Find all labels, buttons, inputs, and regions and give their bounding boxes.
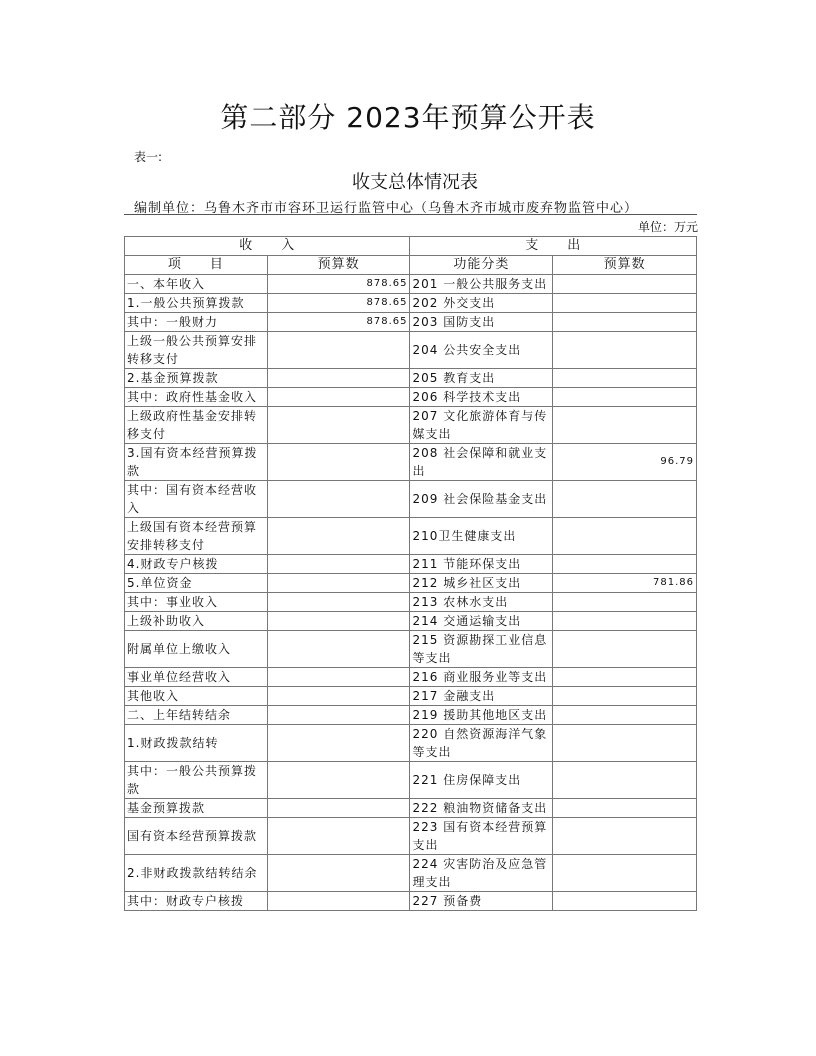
- row-amount2: [553, 275, 697, 294]
- table-row: [125, 481, 697, 518]
- row-function: 227 预备费: [410, 892, 553, 911]
- table-row: [125, 818, 697, 855]
- row-item: 其中：政府性基金收入: [125, 388, 268, 407]
- row-function: 205 教育支出: [410, 369, 553, 388]
- row-item: 2.非财政拨款结转结余: [125, 855, 268, 892]
- row-function: 201 一般公共服务支出: [410, 275, 553, 294]
- row-function: 207 文化旅游体育与传媒支出: [410, 407, 553, 444]
- row-function: 211 节能环保支出: [410, 555, 553, 574]
- row-item: 其中：国有资本经营收入: [125, 481, 268, 518]
- row-amount2: [553, 555, 697, 574]
- row-function: 204 公共安全支出: [410, 332, 553, 369]
- row-item: 一、本年收入: [125, 275, 268, 294]
- row-function: 203 国防支出: [410, 313, 553, 332]
- table-column-header: [125, 256, 697, 275]
- table-row: [125, 631, 697, 668]
- row-amount2: 781.86: [553, 574, 697, 593]
- row-amount2: [553, 725, 697, 762]
- row-amount: [267, 762, 410, 799]
- row-amount: [267, 444, 410, 481]
- row-amount: [267, 668, 410, 687]
- row-item: 二、上年结转结余: [125, 706, 268, 725]
- row-amount2: [553, 631, 697, 668]
- row-amount2: [553, 892, 697, 911]
- row-function: 221 住房保障支出: [410, 762, 553, 799]
- row-item: 3.国有资本经营预算拨款: [125, 444, 268, 481]
- row-amount2: [553, 668, 697, 687]
- table-row: [125, 294, 697, 313]
- row-amount2: [553, 332, 697, 369]
- table-row: [125, 444, 697, 481]
- row-amount: [267, 518, 410, 555]
- row-item: 事业单位经营收入: [125, 668, 268, 687]
- row-item: 上级政府性基金安排转移支付: [125, 407, 268, 444]
- table-row: [125, 369, 697, 388]
- row-item: 2.基金预算拨款: [125, 369, 268, 388]
- row-amount: [267, 725, 410, 762]
- row-amount2: [553, 687, 697, 706]
- row-function: 206 科学技术支出: [410, 388, 553, 407]
- row-item: 5.单位资金: [125, 574, 268, 593]
- row-amount: 878.65: [267, 275, 410, 294]
- col-item-header: 项 目: [125, 256, 268, 275]
- table-row: [125, 892, 697, 911]
- row-item: 附属单位上缴收入: [125, 631, 268, 668]
- row-amount: [267, 799, 410, 818]
- row-function: 217 金融支出: [410, 687, 553, 706]
- table-row: [125, 275, 697, 294]
- col-budget-header: 预算数: [267, 256, 410, 275]
- row-amount: [267, 407, 410, 444]
- row-item: 1.一般公共预算拨款: [125, 294, 268, 313]
- row-amount: [267, 388, 410, 407]
- table-title: 收支总体情况表: [352, 172, 478, 193]
- table-row: [125, 313, 697, 332]
- table-row: [125, 706, 697, 725]
- table-row: [125, 612, 697, 631]
- row-amount: [267, 706, 410, 725]
- income-header: 收 入: [125, 237, 410, 256]
- row-amount: [267, 818, 410, 855]
- row-item: 1.财政拨款结转: [125, 725, 268, 762]
- row-amount: [267, 687, 410, 706]
- table-row: [125, 593, 697, 612]
- row-item: 其中：一般公共预算拨款: [125, 762, 268, 799]
- org-underline: [124, 214, 697, 215]
- row-function: 209 社会保险基金支出: [410, 481, 553, 518]
- row-amount: 878.65: [267, 294, 410, 313]
- table-row: [125, 332, 697, 369]
- row-amount2: 96.79: [553, 444, 697, 481]
- row-amount: [267, 892, 410, 911]
- row-function: 219 援助其他地区支出: [410, 706, 553, 725]
- row-amount2: [553, 407, 697, 444]
- row-item: 其他收入: [125, 687, 268, 706]
- row-function: 222 粮油物资储备支出: [410, 799, 553, 818]
- table-row: [125, 555, 697, 574]
- organization-line: 编制单位：乌鲁木齐市市容环卫运行监管中心（乌鲁木齐市城市废弃物监管中心）: [134, 201, 639, 216]
- row-amount2: [553, 799, 697, 818]
- row-amount: [267, 612, 410, 631]
- table-row: [125, 574, 697, 593]
- table-row: [125, 668, 697, 687]
- row-amount: [267, 574, 410, 593]
- row-amount: [267, 369, 410, 388]
- row-amount2: [553, 369, 697, 388]
- table-row: [125, 388, 697, 407]
- table-row: [125, 725, 697, 762]
- unit-label: 单位：万元: [637, 220, 698, 234]
- col-function-header: 功能分类: [410, 256, 553, 275]
- row-amount: [267, 332, 410, 369]
- row-amount: [267, 631, 410, 668]
- row-function: 212 城乡社区支出: [410, 574, 553, 593]
- col-budget2-header: 预算数: [553, 256, 697, 275]
- budget-table: [124, 236, 697, 911]
- row-amount2: [553, 593, 697, 612]
- table-row: [125, 855, 697, 892]
- table-row: [125, 687, 697, 706]
- row-amount2: [553, 481, 697, 518]
- row-amount2: [553, 612, 697, 631]
- row-item: 其中：一般财力: [125, 313, 268, 332]
- expense-header: 支 出: [410, 237, 697, 256]
- row-function: 223 国有资本经营预算支出: [410, 818, 553, 855]
- row-amount: 878.65: [267, 313, 410, 332]
- row-item: 上级补助收入: [125, 612, 268, 631]
- table-group-header: [125, 237, 697, 256]
- row-function: 224 灾害防治及应急管理支出: [410, 855, 553, 892]
- row-function: 213 农林水支出: [410, 593, 553, 612]
- row-item: 基金预算拨款: [125, 799, 268, 818]
- page-title: 第二部分 2023年预算公开表: [220, 101, 596, 134]
- row-item: 上级一般公共预算安排转移支付: [125, 332, 268, 369]
- row-amount2: [553, 762, 697, 799]
- row-amount2: [553, 294, 697, 313]
- row-amount2: [553, 706, 697, 725]
- row-amount2: [553, 818, 697, 855]
- row-amount2: [553, 313, 697, 332]
- table-row: [125, 762, 697, 799]
- row-amount: [267, 855, 410, 892]
- row-amount: [267, 481, 410, 518]
- row-function: 202 外交支出: [410, 294, 553, 313]
- row-item: 国有资本经营预算拨款: [125, 818, 268, 855]
- row-function: 216 商业服务业等支出: [410, 668, 553, 687]
- row-amount2: [553, 388, 697, 407]
- row-item: 上级国有资本经营预算安排转移支付: [125, 518, 268, 555]
- table-row: [125, 407, 697, 444]
- row-amount: [267, 555, 410, 574]
- row-function: 220 自然资源海洋气象等支出: [410, 725, 553, 762]
- row-function: 214 交通运输支出: [410, 612, 553, 631]
- row-amount: [267, 593, 410, 612]
- row-item: 4.财政专户核拨: [125, 555, 268, 574]
- table-row: [125, 799, 697, 818]
- row-function: 208 社会保障和就业支出: [410, 444, 553, 481]
- row-amount2: [553, 855, 697, 892]
- row-item: 其中：财政专户核拨: [125, 892, 268, 911]
- row-amount2: [553, 518, 697, 555]
- row-item: 其中：事业收入: [125, 593, 268, 612]
- row-function: 215 资源勘探工业信息等支出: [410, 631, 553, 668]
- row-function: 210卫生健康支出: [410, 518, 553, 555]
- table-row: [125, 518, 697, 555]
- table-number: 表一:: [134, 150, 163, 164]
